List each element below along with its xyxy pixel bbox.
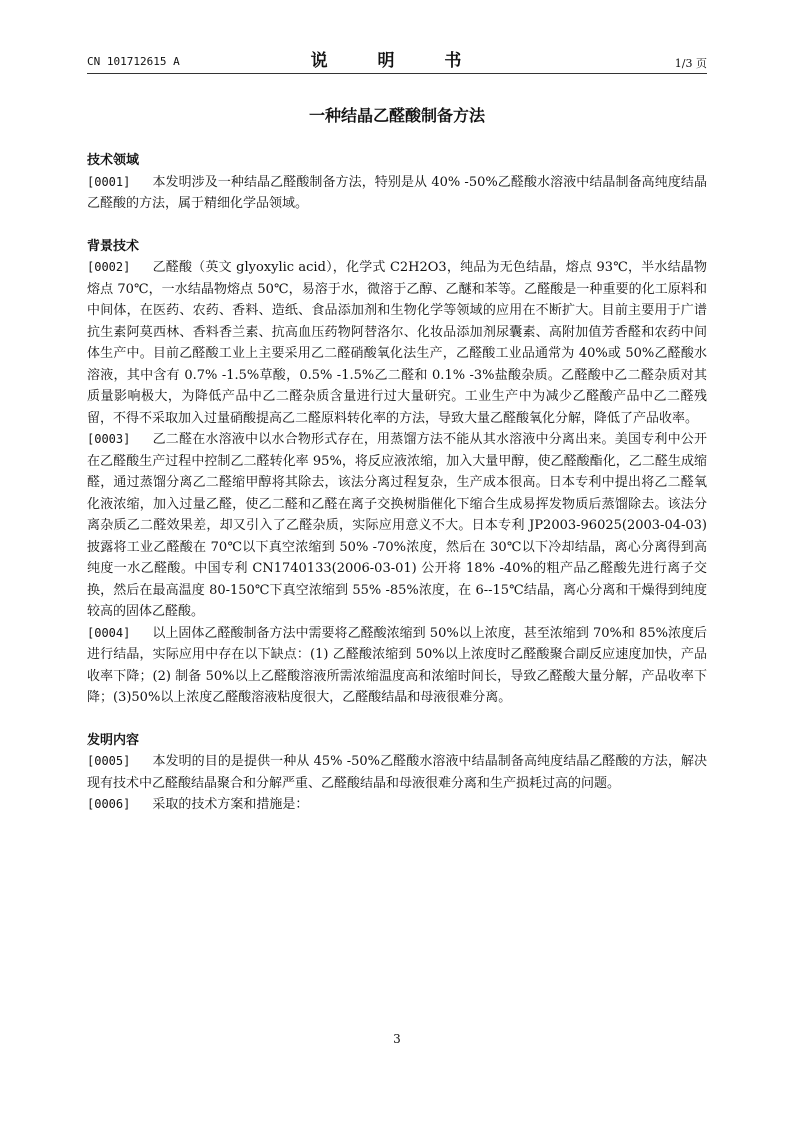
section-heading: 技术领域 (87, 153, 140, 168)
header-divider (87, 73, 707, 74)
page-count: 1/3 页 (674, 57, 707, 70)
paragraph (87, 172, 707, 215)
paragraph-number: [0002] (87, 260, 131, 274)
page-header (87, 44, 707, 74)
section-background (87, 236, 707, 709)
document-title: 一种结晶乙醛酸制备方法 (308, 106, 485, 125)
section-heading: 发明内容 (87, 732, 140, 748)
paragraph (87, 429, 707, 623)
paragraph-text: 采取的技术方案和措施是： (152, 797, 309, 812)
paragraph-text: 乙二醛在水溶液中以水合物形式存在，用蒸馏方法不能从其水溶液中分离出来。美国专利中公开在乙醛酸生产过程中控制乙二醛转化率 95%，将反应液浓缩，加入大量甲醇，使乙醛酸酯化，乙二醛生成缩醛，通过蒸馏分离乙二醛缩甲醇将其除去，该法分离过程复杂，生产成本很高。日本专利中提出将乙二醛氧化液浓缩，加入过量乙醛，使乙二醛和乙醛在离子交换树脂催化下缩合生成易挥发物质后蒸馏除去。该法分离杂质乙二醛效果差，却又引入了乙醛杂质，实际应用意义不大。日本专利 JP2003-96025(2003-04-03) 披露将工业乙醛酸在 70℃以下真空浓缩到 50% -70%浓度，然后在 30℃以下冷却结晶，离心分离得到高纯度一水乙醛酸。中国专利 CN1740133(2006-03-01) 公开将 18% -40%的粗产品乙醛酸先进行离子交换，然后在最高温度 80-150℃下真空浓缩到 55% -85%浓度，在 6--15℃结晶，离心分离和干燥得到纯度较高的固体乙醛酸。 (87, 432, 707, 619)
paragraph-number: [0006] (87, 797, 131, 811)
paragraph-number: [0003] (87, 432, 131, 446)
paragraph (87, 751, 707, 794)
paragraph-text: 本发明的目的是提供一种从 45% -50%乙醛酸水溶液中结晶制备高纯度结晶乙醛酸的方法，解决现有技术中乙醛酸结晶聚合和分解严重、乙醛酸结晶和母液很难分离和生产损耗过高的问题。 (87, 754, 707, 791)
section-summary (87, 730, 707, 816)
paragraph-text: 以上固体乙醛酸制备方法中需要将乙醛酸浓缩到 50%以上浓度，甚至浓缩到 70%和 85%浓度后进行结晶，实际应用中存在以下缺点：(1) 乙醛酸浓缩到 50%以上浓度时乙醛酸聚合副反应速度加快，产品收率下降；(2) 制备 50%以上乙醛酸溶液所需浓缩温度高和浓缩时间长，导致乙醛酸大量分解，产品收率下降；(3)50%以上浓度乙醛酸溶液粘度很大，乙醛酸结晶和母液很难分离。 (87, 625, 707, 705)
document-body (87, 150, 707, 816)
document-type: 说 明 书 (310, 51, 484, 71)
paragraph (87, 623, 707, 709)
paragraph-number: [0001] (87, 174, 131, 189)
section-heading: 背景技术 (87, 238, 140, 254)
paragraph-number: [0005] (87, 754, 131, 768)
section-technical-field (87, 150, 707, 215)
paragraph-number: [0004] (87, 625, 131, 640)
publication-number: CN 101712615 A (87, 55, 180, 68)
paragraph-text: 乙醛酸（英文 glyoxylic acid），化学式 C2H2O3，纯品为无色结晶，熔点 93℃，半水结晶物熔点 70℃，一水结晶物熔点 50℃，易溶于水，微溶于乙醇、乙醚和苯等。乙醛酸是一种重要的化工原料和中间体，在医药、农药、香料、造纸、食品添加剂和生物化学等领域的应用在不断扩大。目前主要用于广谱抗生素阿莫西林、香料香兰素、抗高血压药物阿替洛尔、化妆品添加剂尿囊素、高附加值芳香醛和农药中间体生产中。目前乙醛酸工业上主要采用乙二醛硝酸氧化法生产，乙醛酸工业品通常为 40%或 50%乙醛酸水溶液，其中含有 0.7% -1.5%草酸，0.5% -1.5%乙二醛和 0.1% -3%盐酸杂质。乙醛酸中乙二醛杂质对其质量影响极大，为降低产品中乙二醛杂质含量进行过大量研究。工业生产中为减少乙醛酸产品中乙二醛残留，不得不采取加入过量硝酸提高乙二醛原料转化率的方法，导致大量乙醛酸氧化分解，降低了产品收率。 (87, 260, 707, 426)
paragraph (87, 794, 707, 816)
paragraph-text: 本发明涉及一种结晶乙醛酸制备方法，特别是从 40% -50%乙醛酸水溶液中结晶制备高纯度结晶乙醛酸的方法，属于精细化学品领域。 (87, 174, 707, 211)
paragraph (87, 257, 707, 429)
page-number: 3 (393, 1032, 401, 1046)
